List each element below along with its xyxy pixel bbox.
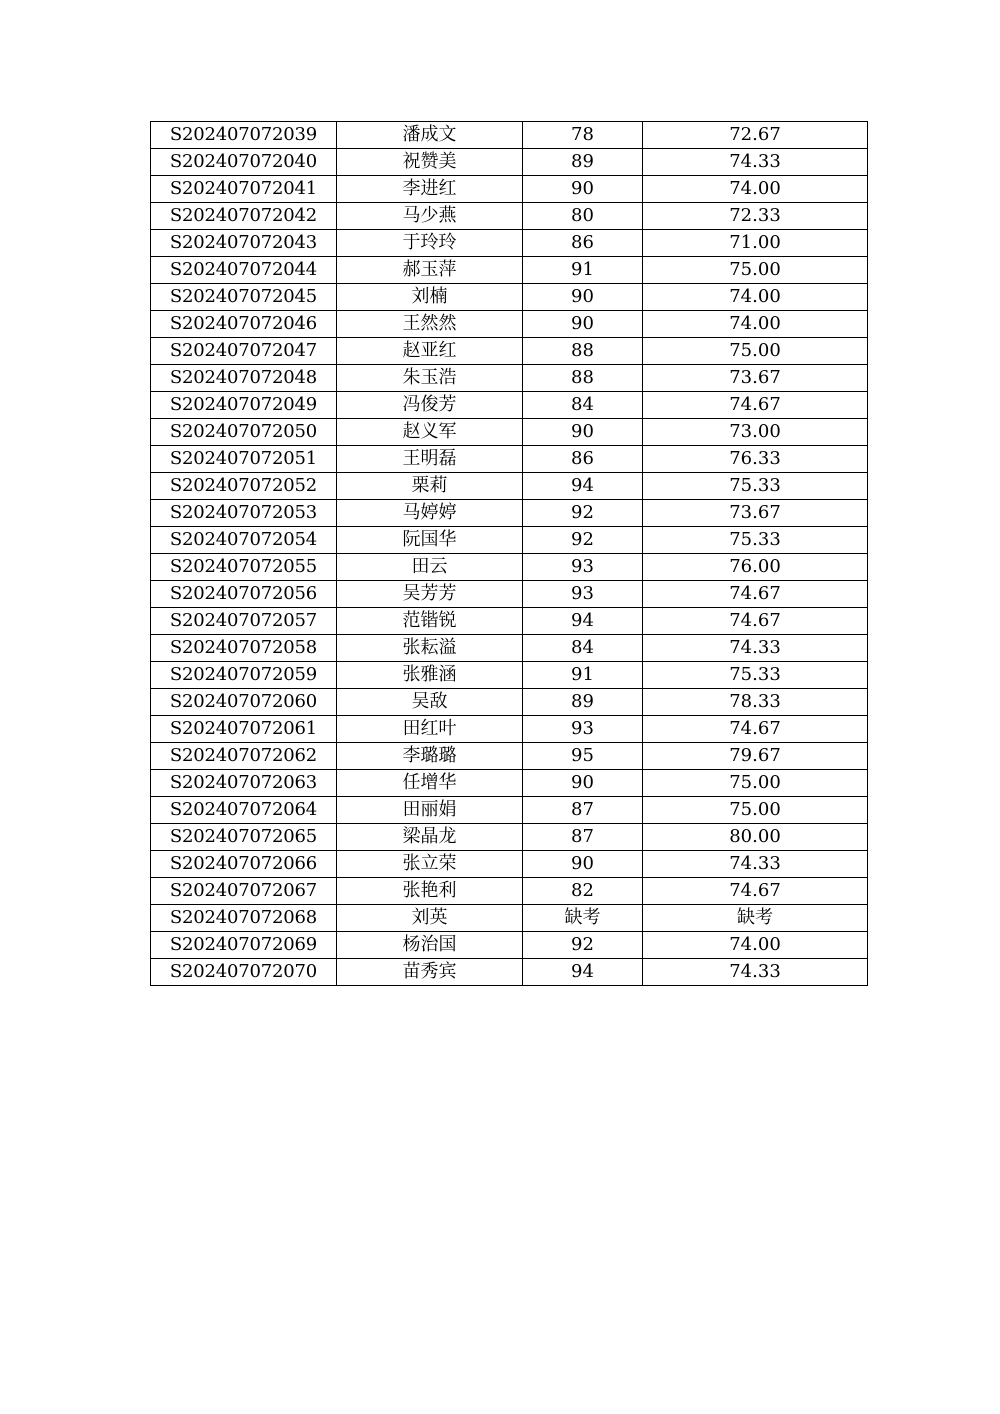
cell-candidate-name: 苗秀宾: [337, 959, 523, 986]
table-row: [151, 662, 868, 689]
cell-written-score: 84: [523, 392, 643, 419]
cell-written-score: 88: [523, 338, 643, 365]
cell-written-score: 87: [523, 824, 643, 851]
table-row: [151, 959, 868, 986]
cell-candidate-name: 范锴锐: [337, 608, 523, 635]
cell-candidate-name: 张立荣: [337, 851, 523, 878]
table-row: [151, 230, 868, 257]
cell-candidate-id: S202407072042: [151, 203, 337, 230]
table-row: [151, 473, 868, 500]
cell-candidate-name: 吴芳芳: [337, 581, 523, 608]
cell-written-score: 95: [523, 743, 643, 770]
table-body: [151, 122, 868, 986]
cell-interview-score: 71.00: [643, 230, 868, 257]
cell-candidate-id: S202407072053: [151, 500, 337, 527]
cell-interview-score: 缺考: [643, 905, 868, 932]
cell-candidate-name: 王明磊: [337, 446, 523, 473]
cell-written-score: 缺考: [523, 905, 643, 932]
cell-candidate-name: 张耘溢: [337, 635, 523, 662]
table-row: [151, 689, 868, 716]
cell-candidate-id: S202407072040: [151, 149, 337, 176]
cell-interview-score: 78.33: [643, 689, 868, 716]
cell-interview-score: 75.00: [643, 797, 868, 824]
cell-interview-score: 74.33: [643, 635, 868, 662]
cell-candidate-id: S202407072058: [151, 635, 337, 662]
table-row: [151, 716, 868, 743]
cell-candidate-id: S202407072060: [151, 689, 337, 716]
table-row: [151, 527, 868, 554]
cell-candidate-name: 张雅涵: [337, 662, 523, 689]
cell-written-score: 94: [523, 959, 643, 986]
cell-candidate-id: S202407072068: [151, 905, 337, 932]
table-row: [151, 176, 868, 203]
cell-written-score: 87: [523, 797, 643, 824]
cell-candidate-id: S202407072066: [151, 851, 337, 878]
cell-written-score: 92: [523, 932, 643, 959]
cell-candidate-name: 阮国华: [337, 527, 523, 554]
cell-candidate-id: S202407072041: [151, 176, 337, 203]
cell-candidate-name: 田红叶: [337, 716, 523, 743]
table-row: [151, 203, 868, 230]
cell-interview-score: 74.00: [643, 311, 868, 338]
cell-candidate-id: S202407072049: [151, 392, 337, 419]
cell-candidate-name: 郝玉萍: [337, 257, 523, 284]
cell-candidate-name: 吴敌: [337, 689, 523, 716]
cell-candidate-id: S202407072062: [151, 743, 337, 770]
cell-interview-score: 76.00: [643, 554, 868, 581]
table-row: [151, 257, 868, 284]
cell-interview-score: 74.67: [643, 716, 868, 743]
cell-written-score: 91: [523, 662, 643, 689]
cell-candidate-name: 张艳利: [337, 878, 523, 905]
cell-interview-score: 74.33: [643, 959, 868, 986]
table-row: [151, 878, 868, 905]
cell-written-score: 90: [523, 284, 643, 311]
cell-candidate-name: 王然然: [337, 311, 523, 338]
cell-interview-score: 74.67: [643, 392, 868, 419]
cell-written-score: 90: [523, 419, 643, 446]
cell-written-score: 89: [523, 689, 643, 716]
cell-candidate-id: S202407072063: [151, 770, 337, 797]
table-row: [151, 851, 868, 878]
cell-candidate-name: 任增华: [337, 770, 523, 797]
cell-interview-score: 75.00: [643, 770, 868, 797]
table-row: [151, 446, 868, 473]
cell-candidate-name: 刘楠: [337, 284, 523, 311]
table-row: [151, 338, 868, 365]
cell-interview-score: 73.67: [643, 500, 868, 527]
cell-written-score: 93: [523, 716, 643, 743]
cell-candidate-id: S202407072052: [151, 473, 337, 500]
cell-candidate-id: S202407072045: [151, 284, 337, 311]
cell-written-score: 86: [523, 446, 643, 473]
cell-candidate-name: 于玲玲: [337, 230, 523, 257]
cell-written-score: 93: [523, 581, 643, 608]
cell-written-score: 94: [523, 608, 643, 635]
cell-candidate-id: S202407072070: [151, 959, 337, 986]
cell-written-score: 92: [523, 527, 643, 554]
cell-candidate-name: 祝赞美: [337, 149, 523, 176]
cell-interview-score: 74.67: [643, 608, 868, 635]
cell-written-score: 89: [523, 149, 643, 176]
table-row: [151, 905, 868, 932]
table-row: [151, 365, 868, 392]
table-row: [151, 311, 868, 338]
cell-candidate-id: S202407072056: [151, 581, 337, 608]
cell-candidate-name: 马少燕: [337, 203, 523, 230]
cell-interview-score: 72.33: [643, 203, 868, 230]
table-row: [151, 554, 868, 581]
cell-candidate-id: S202407072057: [151, 608, 337, 635]
cell-candidate-id: S202407072061: [151, 716, 337, 743]
cell-candidate-id: S202407072046: [151, 311, 337, 338]
cell-candidate-name: 李璐璐: [337, 743, 523, 770]
cell-interview-score: 74.33: [643, 149, 868, 176]
table-row: [151, 500, 868, 527]
cell-candidate-name: 赵义军: [337, 419, 523, 446]
table-row: [151, 932, 868, 959]
cell-interview-score: 73.67: [643, 365, 868, 392]
cell-interview-score: 72.67: [643, 122, 868, 149]
cell-interview-score: 75.00: [643, 257, 868, 284]
cell-written-score: 92: [523, 500, 643, 527]
cell-written-score: 86: [523, 230, 643, 257]
cell-candidate-id: S202407072054: [151, 527, 337, 554]
cell-candidate-id: S202407072048: [151, 365, 337, 392]
cell-candidate-id: S202407072065: [151, 824, 337, 851]
cell-candidate-name: 马婷婷: [337, 500, 523, 527]
cell-candidate-id: S202407072067: [151, 878, 337, 905]
cell-interview-score: 80.00: [643, 824, 868, 851]
cell-candidate-name: 田云: [337, 554, 523, 581]
cell-written-score: 78: [523, 122, 643, 149]
cell-candidate-name: 杨治国: [337, 932, 523, 959]
table-row: [151, 419, 868, 446]
cell-interview-score: 74.00: [643, 284, 868, 311]
cell-candidate-id: S202407072051: [151, 446, 337, 473]
cell-written-score: 90: [523, 176, 643, 203]
cell-candidate-name: 赵亚红: [337, 338, 523, 365]
cell-interview-score: 74.00: [643, 932, 868, 959]
cell-candidate-name: 刘英: [337, 905, 523, 932]
cell-candidate-id: S202407072064: [151, 797, 337, 824]
cell-interview-score: 79.67: [643, 743, 868, 770]
table-row: [151, 392, 868, 419]
cell-interview-score: 75.33: [643, 473, 868, 500]
cell-interview-score: 73.00: [643, 419, 868, 446]
cell-candidate-name: 李进红: [337, 176, 523, 203]
table-row: [151, 743, 868, 770]
cell-candidate-id: S202407072055: [151, 554, 337, 581]
table-row: [151, 581, 868, 608]
cell-interview-score: 74.67: [643, 878, 868, 905]
cell-written-score: 88: [523, 365, 643, 392]
table-row: [151, 635, 868, 662]
table-row: [151, 608, 868, 635]
cell-candidate-id: S202407072043: [151, 230, 337, 257]
table-row: [151, 122, 868, 149]
cell-candidate-id: S202407072039: [151, 122, 337, 149]
cell-written-score: 90: [523, 311, 643, 338]
cell-interview-score: 75.33: [643, 662, 868, 689]
cell-candidate-id: S202407072069: [151, 932, 337, 959]
cell-candidate-name: 梁晶龙: [337, 824, 523, 851]
cell-candidate-name: 田丽娟: [337, 797, 523, 824]
cell-written-score: 90: [523, 851, 643, 878]
cell-interview-score: 75.00: [643, 338, 868, 365]
cell-written-score: 93: [523, 554, 643, 581]
cell-written-score: 90: [523, 770, 643, 797]
cell-interview-score: 74.67: [643, 581, 868, 608]
cell-written-score: 91: [523, 257, 643, 284]
cell-interview-score: 76.33: [643, 446, 868, 473]
cell-candidate-id: S202407072059: [151, 662, 337, 689]
table-row: [151, 797, 868, 824]
score-table: [150, 121, 868, 986]
table-row: [151, 149, 868, 176]
cell-candidate-name: 栗莉: [337, 473, 523, 500]
cell-candidate-id: S202407072047: [151, 338, 337, 365]
cell-written-score: 84: [523, 635, 643, 662]
cell-candidate-name: 冯俊芳: [337, 392, 523, 419]
cell-interview-score: 74.00: [643, 176, 868, 203]
cell-interview-score: 74.33: [643, 851, 868, 878]
table-row: [151, 824, 868, 851]
cell-written-score: 80: [523, 203, 643, 230]
table-row: [151, 770, 868, 797]
cell-candidate-id: S202407072050: [151, 419, 337, 446]
cell-candidate-name: 潘成文: [337, 122, 523, 149]
cell-candidate-name: 朱玉浩: [337, 365, 523, 392]
cell-candidate-id: S202407072044: [151, 257, 337, 284]
cell-interview-score: 75.33: [643, 527, 868, 554]
cell-written-score: 94: [523, 473, 643, 500]
table-row: [151, 284, 868, 311]
cell-written-score: 82: [523, 878, 643, 905]
